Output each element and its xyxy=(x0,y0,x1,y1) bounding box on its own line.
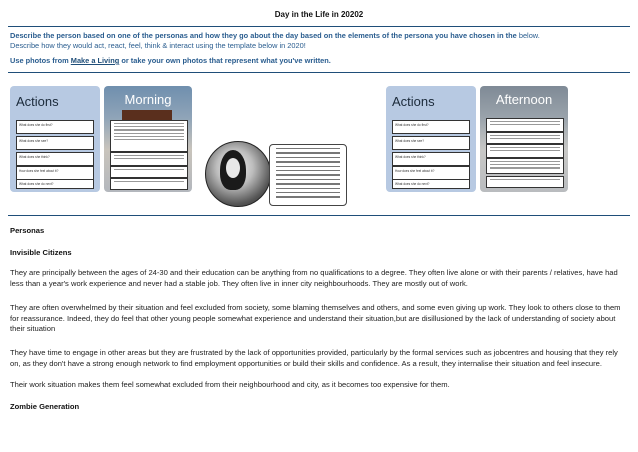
figure-divider xyxy=(8,215,630,216)
afternoon-text-box xyxy=(486,144,564,158)
action-row: What does she do first? xyxy=(16,120,94,134)
invisible-citizens-heading: Invisible Citizens xyxy=(10,248,72,257)
afternoon-photo xyxy=(480,86,568,192)
morning-text-box xyxy=(110,120,188,152)
morning-photo xyxy=(104,86,192,192)
persona-photo xyxy=(205,141,271,207)
actions-panel-right xyxy=(386,86,476,192)
intro-line-3 xyxy=(10,56,630,66)
afternoon-text-box xyxy=(486,176,564,188)
intro-text-2-tail: in 2020! xyxy=(279,41,306,50)
action-row: What does she see? xyxy=(16,136,94,150)
persona-paragraph-2: They are often overwhelmed by their situation and feel excluded from society, some blaming themselves and others, and some even giving up work. They look to others close to them for reassurance. Indeed, they do feel that other young people somewhat experience and understand their situation,but are disillusioned by the lack of understanding of society about their situation xyxy=(10,303,621,334)
afternoon-text-box xyxy=(486,118,564,132)
action-row: What does she do first? xyxy=(392,120,470,134)
afternoon-text-box xyxy=(486,132,564,144)
intro-text-1-tail: below. xyxy=(518,31,540,40)
make-a-living-link[interactable]: Make a Living xyxy=(70,56,120,65)
action-row: What does she do next? xyxy=(16,179,94,189)
top-divider xyxy=(8,26,630,27)
personas-heading: Personas xyxy=(10,226,45,235)
morning-title: Morning xyxy=(124,92,172,107)
morning-text-box xyxy=(110,166,188,178)
morning-text-box xyxy=(110,152,188,166)
zombie-generation-heading: Zombie Generation xyxy=(10,402,80,411)
action-row: How does she feel about it? xyxy=(392,166,470,180)
page-title: Day in the Life in 20202 xyxy=(274,10,364,19)
intro-text-3: Use photos from xyxy=(10,56,69,65)
actions-title-left: Actions xyxy=(16,94,59,109)
persona-paragraph-3: They have time to engage in other areas but they are frustrated by the lack of opportunities provided, particularly by the formal services such as jobcentres and housing that they rely on, as they don't have a strong enough network to find employment opportunities or build their skills and confidence. As a result, they internalise their situation and feel insecure. xyxy=(10,348,618,368)
intro-line-2 xyxy=(10,41,630,51)
intro-divider xyxy=(8,72,630,73)
intro-text-1: Describe the person based on one of the personas and how they go about the day based on the elements of the persona you have chosen in the xyxy=(10,31,517,40)
afternoon-text-box xyxy=(486,158,564,174)
action-row: How does she feel about it? xyxy=(16,166,94,180)
persona-paragraph-1: They are principally between the ages of 24-30 and their education can be anything from no qualifications to a degree. They often live alone or with their parents / relatives, have had less than a year's work experience and never had a stable job. They often live in inner city neighbourhoods. They are mostly out of work. xyxy=(10,268,618,288)
action-row: What does she think? xyxy=(16,152,94,166)
actions-panel-left xyxy=(10,86,100,192)
intro-text-3-end: or take your own photos that represent what you've written. xyxy=(121,56,331,65)
persona-quote-box xyxy=(269,144,347,206)
afternoon-title: Afternoon xyxy=(495,92,553,107)
action-row: What does she see? xyxy=(392,136,470,150)
intro-text-2: Describe how they would act, react, feel, think & interact using the template below xyxy=(10,41,278,50)
action-row: What does she do next? xyxy=(392,179,470,189)
morning-text-box xyxy=(110,178,188,190)
intro-line-1 xyxy=(10,31,630,41)
action-row: What does she think? xyxy=(392,152,470,166)
persona-paragraph-4: Their work situation makes them feel somewhat excluded from their neighbourhood and city, as it becomes too expensive for them. xyxy=(10,380,450,389)
actions-title-right: Actions xyxy=(392,94,435,109)
